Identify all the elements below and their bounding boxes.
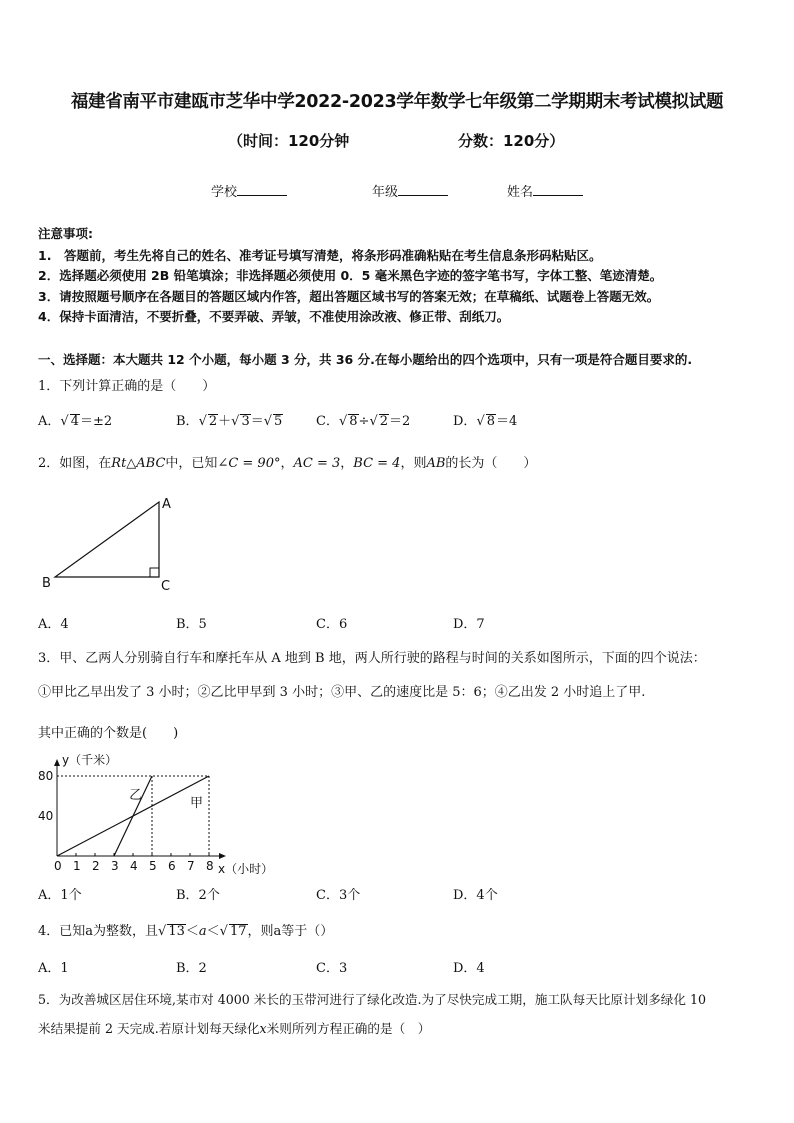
notes-heading: 注意事项: <box>38 226 93 241</box>
y-axis-label: y（千米） <box>62 753 118 767</box>
x-tick-label: 1 <box>73 859 81 873</box>
x-tick-label: 5 <box>149 859 157 873</box>
grade-label: 年级 <box>372 185 399 200</box>
x-tick-label: 0 <box>54 859 62 873</box>
q3-line-chart <box>34 748 296 878</box>
q5-stem-line2: 米结果提前 2 天完成.若原计划每天绿化x米则所列方程正确的是（ ） <box>38 1021 431 1036</box>
q3-question: 其中正确的个数是( ) <box>38 726 179 741</box>
x-tick-label: 3 <box>111 859 119 873</box>
y-tick-label: 40 <box>38 809 54 823</box>
vertex-b-label: B <box>42 576 51 591</box>
x-tick-label: 4 <box>130 859 138 873</box>
q1-option-a: A．√ 4＝±2 <box>38 414 113 429</box>
q2-option-c: C．6 <box>316 617 348 632</box>
grade-field[interactable] <box>372 181 448 200</box>
note-item: 1. 答题前，考生先将自己的姓名、准考证号填写清楚，将条形码准确粘贴在考生信息条形码粘贴区。 <box>38 248 602 263</box>
x-tick-label: 2 <box>92 859 100 873</box>
q3-statements: ①甲比乙早出发了 3 小时；②乙比甲早到 3 小时；③甲、乙的速度比是 5：6；④乙出发 2 小时追上了甲. <box>38 685 646 700</box>
q3-option-a: A．1个 <box>38 888 82 903</box>
school-blank[interactable] <box>237 183 287 196</box>
y-tick-label: 80 <box>38 769 54 783</box>
grade-blank[interactable] <box>398 183 448 196</box>
q3-option-b: B．2个 <box>176 888 220 903</box>
x-tick-label: 8 <box>206 859 214 873</box>
q4-option-b: B．2 <box>176 961 207 976</box>
q1-option-b: B．√ 2＋√ 3＝√ 5 <box>176 414 283 429</box>
section-heading: 一、选择题：本大题共 12 个小题，每小题 3 分，共 36 分.在每小题给出的四个选项中，只有一项是符合题目要求的. <box>38 352 693 367</box>
exam-time: （时间：120分钟 <box>228 132 350 150</box>
q1-option-d: D．√ 8＝4 <box>453 414 518 429</box>
x-axis-arrow <box>219 853 226 859</box>
triangle-abc <box>55 502 159 577</box>
q4-option-d: D．4 <box>453 961 485 976</box>
x-tick-label: 6 <box>168 859 176 873</box>
q2-triangle-figure <box>36 492 186 596</box>
q2-option-a: A．4 <box>38 617 69 632</box>
q4-option-a: A．1 <box>38 961 69 976</box>
q2-stem: 2．如图，在Rt△ABC中，已知∠C = 90°，AC = 3，BC = 4，则AB的长为（ ） <box>38 456 537 471</box>
q3-option-c: C．3个 <box>316 888 361 903</box>
q3-option-d: D．4个 <box>453 888 498 903</box>
x-axis-label: x（小时） <box>218 862 274 876</box>
series-label-yi: 乙 <box>129 788 143 803</box>
name-field[interactable] <box>507 181 583 200</box>
note-item: 2．选择题必须使用 2B 铅笔填涂；非选择题必须使用 0．5 毫米黑色字迹的签字笔书写，字体工整、笔迹清楚。 <box>38 268 663 283</box>
x-tick-label: 7 <box>187 859 195 873</box>
q1-option-c: C．√ 8÷√ 2＝2 <box>316 414 411 429</box>
q4-option-c: C．3 <box>316 961 348 976</box>
series-label-jia: 甲 <box>190 796 204 811</box>
q4-stem: 4．已知a为整数，且√ 13＜a＜√ 17，则a等于（） <box>38 924 334 939</box>
y-axis-arrow <box>54 759 60 766</box>
name-label: 姓名 <box>507 185 534 200</box>
school-field[interactable] <box>211 181 287 200</box>
q3-stem: 3．甲、乙两人分别骑自行车和摩托车从 A 地到 B 地，两人所行驶的路程与时间的关系如图所示，下面的四个说法： <box>38 651 706 666</box>
q2-option-b: B．5 <box>176 617 207 632</box>
exam-score: 分数：120分） <box>458 132 565 150</box>
vertex-a-label: A <box>162 497 171 512</box>
school-label: 学校 <box>211 185 238 200</box>
vertex-c-label: C <box>161 579 171 594</box>
q2-option-d: D．7 <box>453 617 485 632</box>
q1-stem: 1．下列计算正确的是（ ） <box>38 379 216 394</box>
name-blank[interactable] <box>533 183 583 196</box>
note-item: 4．保持卡面清洁，不要折叠，不要弄破、弄皱，不准使用涂改液、修正带、刮纸刀。 <box>38 309 510 324</box>
q5-stem-line1: 5．为改善城区居住环境,某市对 4000 米长的玉带河进行了绿化改造.为了尽快完成工期，施工队每天比原计划多绿化 10 <box>38 992 707 1007</box>
page-title: 福建省南平市建瓯市芝华中学2022-2023学年数学七年级第二学期期末考试模拟试题 <box>70 92 724 112</box>
note-item: 3．请按照题号顺序在各题目的答题区域内作答，超出答题区域书写的答案无效；在草稿纸、试题卷上答题无效。 <box>38 289 660 304</box>
right-angle-mark <box>150 568 159 577</box>
